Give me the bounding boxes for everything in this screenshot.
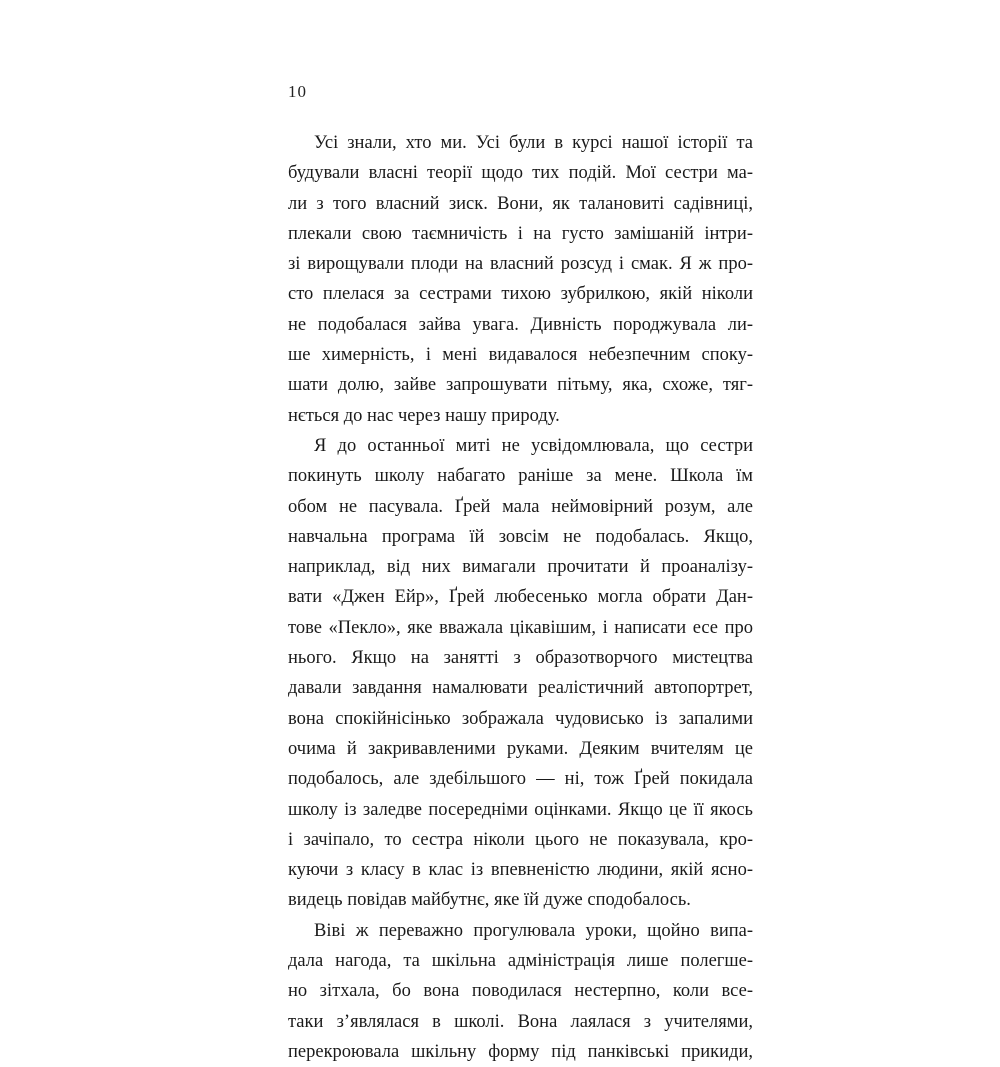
- text-line: будували власні теорії щодо тих подій. Мої сестри ма-: [288, 163, 753, 184]
- text-line: покинуть школу набагато раніше за мене. Школа їм: [288, 466, 753, 487]
- text-line: зі вирощували плоди на власний розсуд і смак. Я ж про-: [288, 254, 753, 275]
- text-line: Віві ж переважно прогулювала уроки, щойно випа-: [314, 920, 753, 941]
- text-line: не подобалася зайва увага. Дивність породжувала ли-: [288, 314, 753, 335]
- text-line: вати «Джен Ейр», Ґрей любесенько могла обрати Дан-: [288, 587, 753, 608]
- text-line: Я до останньої миті не усвідомлювала, що сестри: [314, 435, 753, 456]
- text-line: обом не пасувала. Ґрей мала неймовірний розум, але: [288, 496, 753, 517]
- text-line: очима й закривавленими руками. Деяким вчителям це: [288, 738, 753, 759]
- text-line: плекали свою таємничість і на густо замішаній інтри-: [288, 223, 753, 244]
- text-line: і зачіпало, то сестра ніколи цього не показувала, кро-: [288, 829, 753, 850]
- text-line: наприклад, від них вимагали прочитати й проаналізу-: [288, 557, 753, 578]
- text-line: нього. Якщо на занятті з образотворчого мистецтва: [288, 648, 753, 669]
- text-line: видець повідав майбутнє, яке їй дуже сподобалось.: [288, 890, 691, 911]
- text-line: перекроювала шкільну форму під панківські прикиди,: [288, 1041, 753, 1062]
- text-line: но зітхала, бо вона поводилася нестерпно, коли все-: [288, 981, 753, 1002]
- text-line: ли з того власний зиск. Вони, як талановиті садівниці,: [288, 193, 753, 214]
- text-line: куючи з класу в клас із впевненістю людини, якій ясно-: [288, 860, 753, 881]
- text-line: сто плелася за сестрами тихою зубрилкою, якій ніколи: [288, 284, 753, 305]
- text-line: Усі знали, хто ми. Усі були в курсі нашої історії та: [314, 133, 753, 153]
- text-line: вона спокійнісінько зображала чудовисько із запалими: [288, 708, 753, 729]
- text-line: нється до нас через нашу природу.: [288, 405, 560, 426]
- page-number: 10: [288, 82, 307, 101]
- text-line: дала нагода, та шкільна адміністрація лише полегше-: [288, 951, 753, 972]
- text-line: тове «Пекло», яке вважала цікавішим, і написати есе про: [288, 617, 753, 638]
- text-line: таки з’являлася в школі. Вона лаялася з учителями,: [288, 1011, 753, 1032]
- text-line: ше химерність, і мені видавалося небезпечним споку-: [288, 345, 753, 366]
- body-text: [288, 128, 753, 1067]
- text-line: шати долю, зайве запрошувати пітьму, яка, схоже, тяг-: [288, 375, 753, 396]
- text-line: навчальна програма їй зовсім не подобалась. Якщо,: [288, 526, 753, 547]
- text-line: школу із заледве посередніми оцінками. Якщо це її якось: [288, 799, 753, 820]
- text-line: подобалось, але здебільшого — ні, тож Ґрей покидала: [288, 769, 753, 790]
- text-line: давали завдання намалювати реалістичний автопортрет,: [288, 678, 753, 699]
